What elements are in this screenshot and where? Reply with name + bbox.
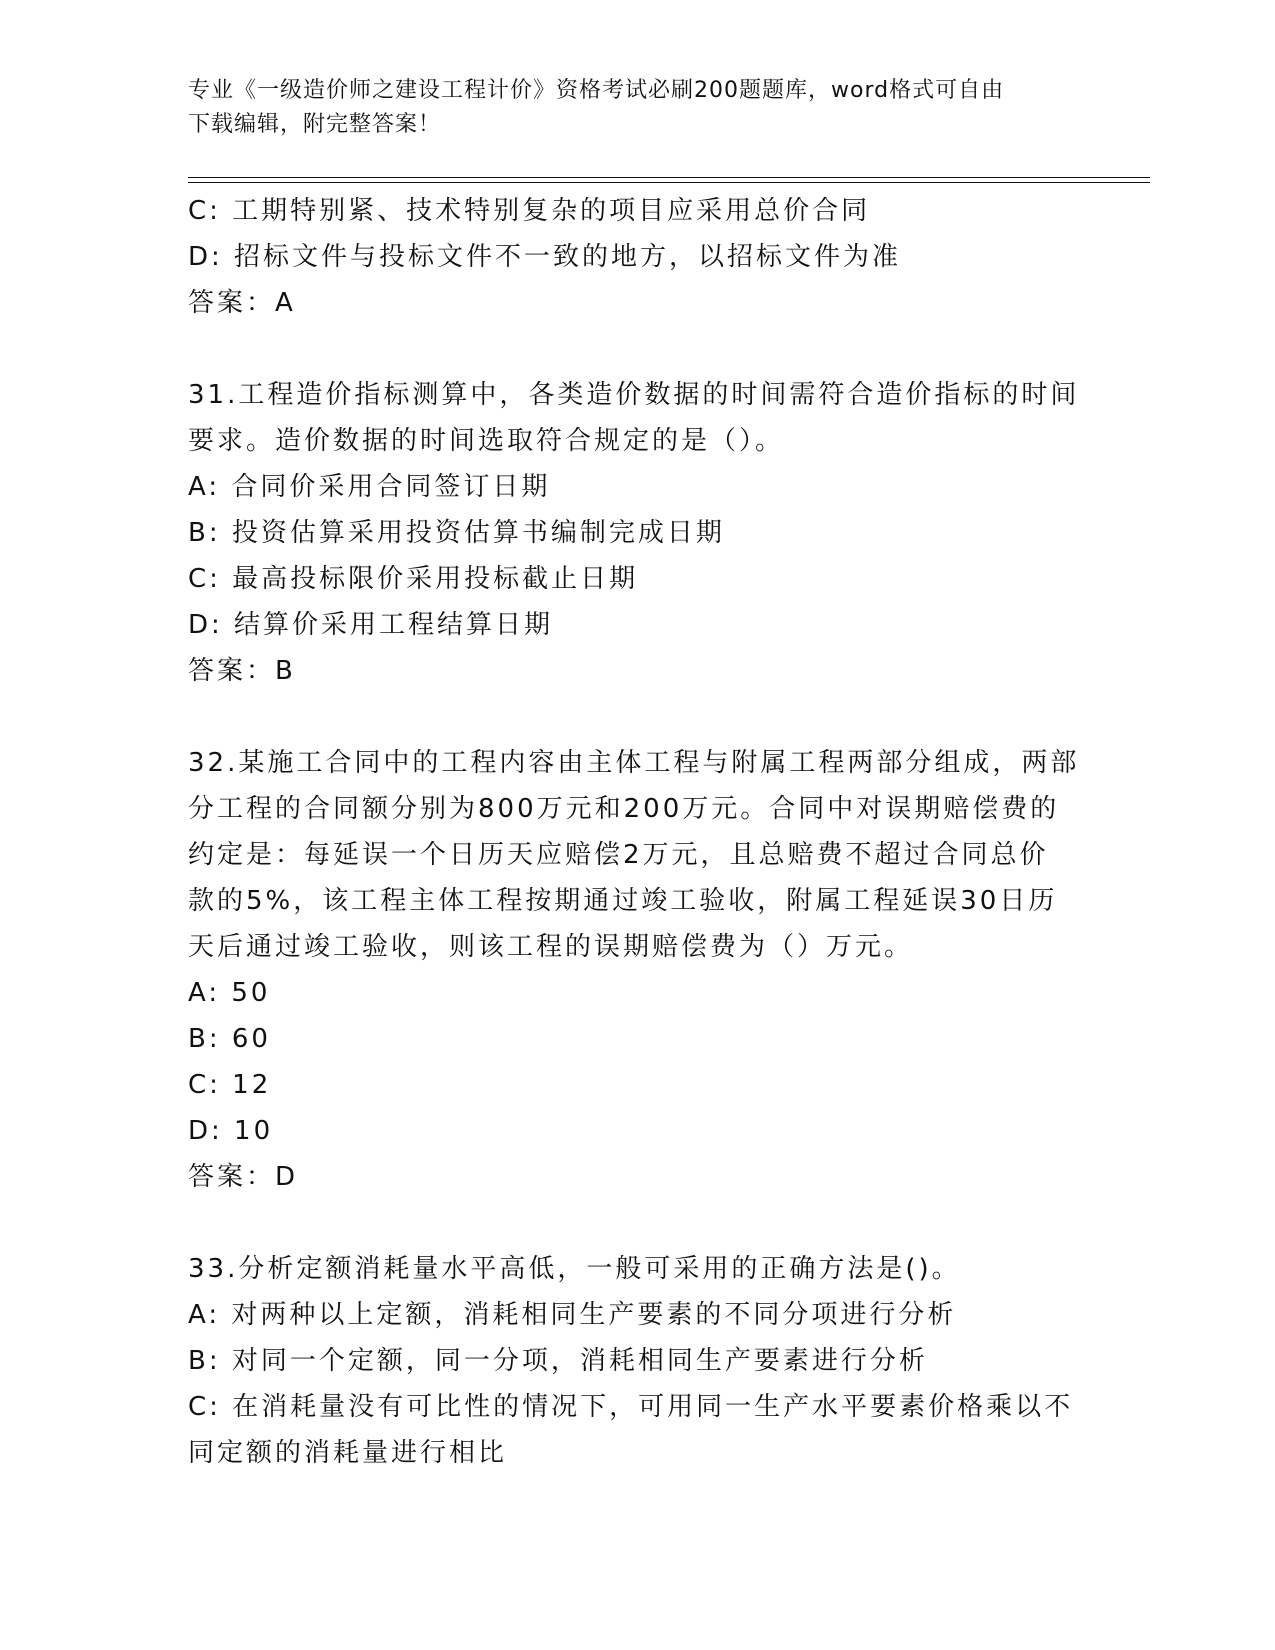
question-31 [188,372,1088,694]
option-c: C: 工期特别紧、技术特别复杂的项目应采用总价合同 [188,196,871,226]
question-text-line: 33.分析定额消耗量水平高低，一般可采用的正确方法是()。 [188,1254,961,1284]
question-text-line: 天后通过竣工验收，则该工程的误期赔偿费为（）万元。 [188,932,914,962]
answer: 答案：B [188,656,296,686]
document-header [188,74,1088,142]
question-text-line: 31.工程造价指标测算中，各类造价数据的时间需符合造价指标的时间 [188,380,1080,410]
option-c: C: 12 [188,1070,272,1100]
option-d: D: 结算价采用工程结算日期 [188,610,554,640]
header-line-1: 专业《一级造价师之建设工程计价》资格考试必刷200题题库，word格式可自由 [188,78,1005,103]
header-divider-top [188,177,1150,178]
question-text-line: 约定是：每延误一个日历天应赔偿2万元，且总赔费不超过合同总价 [188,840,1049,870]
option-c: C: 最高投标限价采用投标截止日期 [188,564,639,594]
option-a: A: 对两种以上定额，消耗相同生产要素的不同分项进行分析 [188,1300,957,1330]
question-text-line: 分工程的合同额分别为800万元和200万元。合同中对误期赔偿费的 [188,794,1060,824]
question-text-line: 32.某施工合同中的工程内容由主体工程与附属工程两部分组成，两部 [188,748,1080,778]
header-divider-bottom [188,182,1150,183]
option-b: B: 对同一个定额，同一分项，消耗相同生产要素进行分析 [188,1346,928,1376]
option-a: A: 合同价采用合同签订日期 [188,472,551,502]
option-b: B: 投资估算采用投资估算书编制完成日期 [188,518,725,548]
answer: 答案：A [188,288,296,318]
question-30-continued [188,188,1088,326]
option-d: D: 10 [188,1116,274,1146]
question-list [188,188,1088,1476]
option-c-continued: 同定额的消耗量进行相比 [188,1438,508,1468]
option-c: C: 在消耗量没有可比性的情况下，可用同一生产水平要素价格乘以不 [188,1392,1074,1422]
header-line-2: 下载编辑，附完整答案！ [188,112,442,137]
option-b: B: 60 [188,1024,271,1054]
question-text-line: 要求。造价数据的时间选取符合规定的是（）。 [188,426,785,456]
option-d: D: 招标文件与投标文件不一致的地方，以招标文件为准 [188,242,902,272]
question-32 [188,740,1088,1200]
answer: 答案：D [188,1162,299,1192]
question-text-line: 款的5%，该工程主体工程按期通过竣工验收，附属工程延误30日历 [188,886,1058,916]
option-a: A: 50 [188,978,271,1008]
question-33 [188,1246,1088,1476]
